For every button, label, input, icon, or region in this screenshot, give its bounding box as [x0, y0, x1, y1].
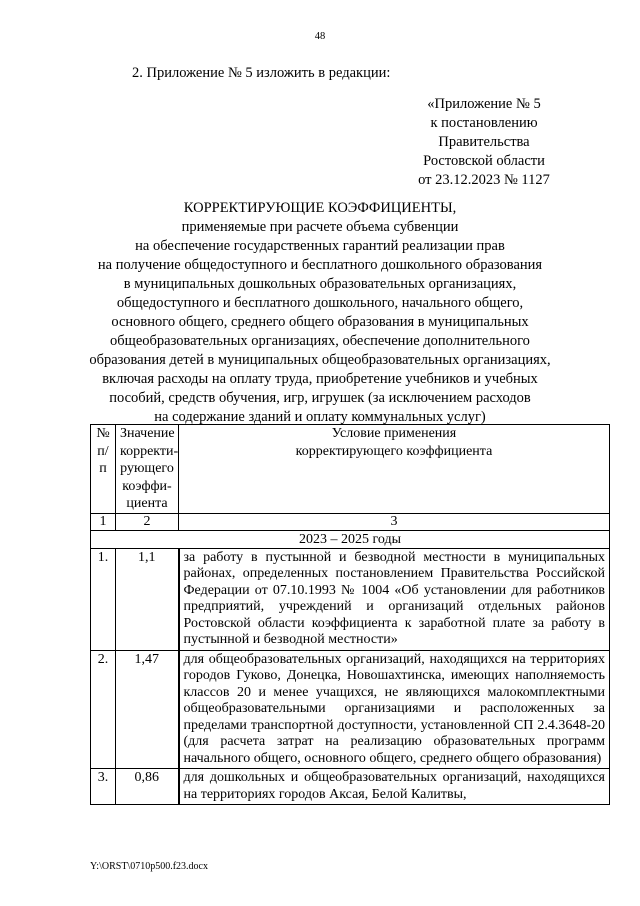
- document-title: КОРРЕКТИРУЮЩИЕ КОЭФФИЦИЕНТЫ,: [183, 200, 457, 216]
- row-number: 3.: [91, 769, 116, 805]
- table-row: [91, 548, 610, 650]
- row-condition: для дошкольных и общеобразовательных организаций, находящихся на территориях городов Аксая, Белой Калитвы,: [179, 769, 610, 805]
- subtitle-line: в муниципальных дошкольных образовательных организациях,: [123, 276, 517, 292]
- table-header-row: [91, 425, 610, 514]
- document-title-block: [60, 199, 580, 427]
- subtitle-line: на содержание зданий и оплату коммунальных услуг): [154, 409, 486, 425]
- row-coefficient-value: 0,86: [116, 769, 179, 805]
- header-value-line: коэффи-: [122, 478, 172, 494]
- header-value: [116, 425, 179, 514]
- subtitle-line: применяемые при расчете объема субвенции: [181, 219, 459, 235]
- column-index-cell: 1: [91, 513, 116, 530]
- subtitle-line: общедоступного и бесплатного дошкольного, начального общего,: [116, 295, 524, 311]
- row-coefficient-value: 1,1: [116, 548, 179, 650]
- header-num: [91, 425, 116, 514]
- header-num-line: п/п: [97, 443, 109, 476]
- appendix-line: Ростовской области: [423, 153, 545, 169]
- row-number: 1.: [91, 548, 116, 650]
- row-coefficient-value: 1,47: [116, 650, 179, 769]
- intro-text: 2. Приложение № 5 изложить в редакции:: [132, 65, 391, 81]
- period-cell: 2023 – 2025 годы: [91, 530, 610, 548]
- header-value-line: рующего: [120, 461, 174, 476]
- header-condition-line: корректирующего коэффициента: [295, 443, 493, 459]
- column-index-cell: 2: [116, 513, 179, 530]
- page-number: 48: [314, 31, 326, 42]
- header-value-line: циента: [126, 496, 168, 511]
- header-condition: [179, 425, 610, 514]
- appendix-line: «Приложение № 5: [427, 96, 541, 112]
- header-value-line: Значение: [120, 426, 175, 441]
- appendix-line: Правительства: [438, 134, 530, 150]
- subtitle-line: общеобразовательных организациях, обеспечение дополнительного: [110, 333, 530, 349]
- row-condition: для общеобразовательных организаций, находящихся на территориях городов Гуково, Донецка, Новошахтинска, имеющих наполняемость классов 20 и менее учащихся, не являющихся малокомплектными общеобразовательными организациями и расположенных за пределами транспортной доступности, установленной СП 2.4.3648-20 (для расчета затрат на реализацию образовательных программ начального общего, основного общего, среднего общего образования): [179, 650, 610, 769]
- row-number: 2.: [91, 650, 116, 769]
- header-value-line: корректи-: [120, 443, 179, 459]
- appendix-line: от 23.12.2023 № 1127: [418, 172, 550, 188]
- subtitle-line: образования детей в муниципальных общеобразовательных организациях,: [89, 352, 551, 368]
- subtitle-line: пособий, средств обучения, игр, игрушек (за исключением расходов: [109, 390, 531, 406]
- table-row: [91, 650, 610, 769]
- subtitle-line: на получение общедоступного и бесплатного дошкольного образования: [97, 257, 543, 273]
- table-row: [91, 769, 610, 805]
- subtitle-line: включая расходы на оплату труда, приобретение учебников и учебных: [102, 371, 538, 387]
- subtitle-line: основного общего, среднего общего образования в муниципальных: [111, 314, 529, 330]
- column-index-row: [91, 513, 610, 530]
- appendix-line: к постановлению: [430, 115, 538, 131]
- row-condition: за работу в пустынной и безводной местности в муниципальных районах, определенных постановлением Правительства Российской Федерации от 07.10.1993 № 1004 «Об установлении для работников предприятий, учреждений и организаций отдельных районов Ростовской области коэффициента к заработной плате за работу в пустынной и безводной местности»: [179, 548, 610, 650]
- appendix-header: [384, 95, 584, 190]
- coefficients-table: [90, 424, 610, 805]
- column-index-cell: 3: [179, 513, 610, 530]
- period-row: [91, 530, 610, 548]
- header-condition-line: Условие применения: [331, 426, 457, 441]
- header-num-line: №: [96, 426, 110, 441]
- subtitle-line: на обеспечение государственных гарантий реализации прав: [135, 238, 505, 254]
- file-path-footer: Y:\ORST\0710p500.f23.docx: [90, 861, 208, 872]
